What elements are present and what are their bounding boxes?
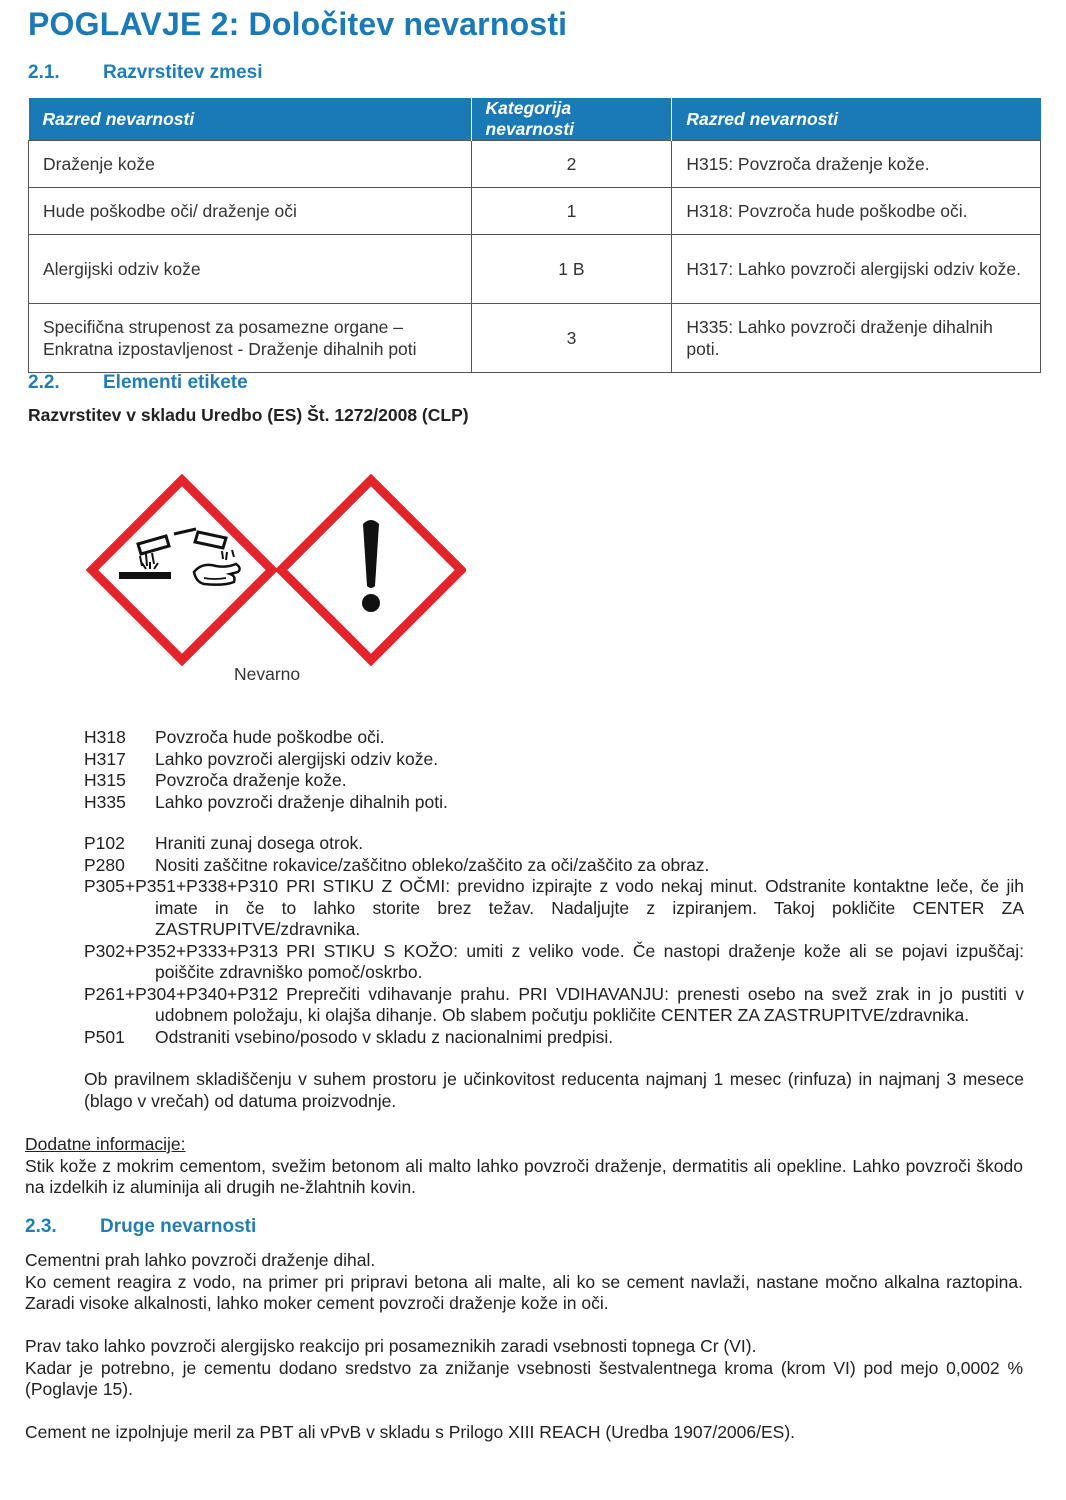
- statement-text: Povzroča draženje kože.: [155, 770, 347, 790]
- ghs-pictograms: [86, 474, 466, 666]
- precautionary-statement: [84, 941, 1024, 984]
- table-row: [29, 235, 1041, 304]
- statement-code: P302+P352+P333+P313: [84, 940, 279, 961]
- table-cell: Hude poškodbe oči/ draženje oči: [29, 188, 472, 235]
- statement-text: PRI STIKU S KOŽO: umiti z veliko vode. Če nastopi draženje kože ali se pojavi izpuščaj: poiščite zdravniško pomoč/oskrbo.: [155, 940, 1024, 982]
- signal-word: Nevarno: [234, 664, 301, 684]
- paragraph: Ko cement reagira z vodo, na primer pri pripravi betona ali malte, ali ko se cement navlaži, nastane močno alkalna raztopina. Zaradi visoke alkalnosti, lahko moker cement povzroči draženje kože in oči.: [25, 1271, 1023, 1313]
- section-2-3-heading: [25, 1216, 257, 1238]
- table-cell: H335: Lahko povzroči draženje dihalnih poti.: [672, 304, 1041, 373]
- statement-text: Nositi zaščitne rokavice/zaščitno obleko/zaščito za oči/zaščito za obraz.: [155, 854, 710, 875]
- chapter-title: POGLAVJE 2: Določitev nevarnosti: [28, 6, 568, 42]
- table-row: [29, 141, 1041, 188]
- statement-text: Povzroča hude poškodbe oči.: [155, 727, 385, 747]
- hazard-classification-table: [28, 98, 1041, 373]
- statement-code: H315: [84, 770, 126, 790]
- storage-note: Ob pravilnem skladiščenju v suhem prostoru je učinkovitost reducenta najmanj 1 mesec (rinfuza) in najmanj 3 mesece (blago v vrečah) od datuma proizvodnje.: [84, 1069, 1024, 1111]
- table-cell: Alergijski odziv kože: [29, 235, 472, 304]
- hazard-statement: [84, 792, 448, 814]
- precautionary-statement: [84, 855, 1024, 877]
- statement-code: H318: [84, 727, 126, 747]
- section-title: Druge nevarnosti: [100, 1216, 257, 1237]
- table-cell: Draženje kože: [29, 141, 472, 188]
- table-cell: H315: Povzroča draženje kože.: [672, 141, 1041, 188]
- statement-code: P280: [84, 854, 125, 875]
- statement-text: Lahko povzroči draženje dihalnih poti.: [155, 791, 448, 812]
- table-cell: H317: Lahko povzroči alergijski odziv kože.: [672, 235, 1041, 304]
- table-cell: 3: [471, 304, 672, 373]
- statement-text: PRI STIKU Z OČMI: previdno izpirajte z vodo nekaj minut. Odstranite kontaktne leče, če jih imate in če to lahko storite brez težav. Nadaljujte z izpiranjem. Takoj pokličite CENTER ZA ZASTRUPITVE/zdravnika.: [155, 876, 1024, 939]
- precautionary-statement: [84, 833, 1024, 855]
- precautionary-statement: [84, 1027, 1024, 1049]
- statement-text: Odstraniti vsebino/posodo v skladu z nacionalnimi predpisi.: [155, 1026, 614, 1047]
- table-cell: Specifična strupenost za posamezne organe – Enkratna izpostavljenost - Draženje dihalnih poti: [29, 304, 472, 373]
- paragraph: Cement ne izpolnjuje meril za PBT ali vPvB v skladu s Prilogo XIII REACH (Uredba 1907/2006/ES).: [25, 1422, 796, 1442]
- hazard-statement: [84, 727, 448, 749]
- table-header-row: [29, 98, 1041, 141]
- statement-code: H335: [84, 791, 126, 812]
- exclamation-pictogram-icon: [281, 480, 461, 660]
- section-2-2-heading: [28, 372, 248, 394]
- paragraph: Kadar je potrebno, je cementu dodano sredstvo za znižanje vsebnosti šestvalentnega kroma (krom VI) pod mejo 0,0002 % (Poglavje 15).: [25, 1357, 1023, 1399]
- table-row: [29, 304, 1041, 373]
- statement-code: P305+P351+P338+P310: [84, 876, 279, 896]
- statement-code: P501: [84, 1026, 125, 1047]
- other-hazards: [25, 1250, 1023, 1444]
- paragraph: Prav tako lahko povzroči alergijsko reakcijo pri posameznikih zaradi vsebnosti topnega Cr (VI).: [25, 1336, 757, 1356]
- section-number: 2.2.: [28, 372, 60, 393]
- statement-text: Lahko povzroči alergijski odziv kože.: [155, 748, 439, 769]
- section-number: 2.3.: [25, 1216, 57, 1237]
- section-title: Razvrstitev zmesi: [103, 62, 263, 83]
- paragraph: Cementni prah lahko povzroči draženje dihal.: [25, 1250, 376, 1270]
- statement-code: P102: [84, 833, 125, 853]
- section-title: Elementi etikete: [103, 372, 248, 393]
- precautionary-statements: [84, 833, 1024, 1048]
- table-cell: 2: [471, 141, 672, 188]
- table-cell: H318: Povzroča hude poškodbe oči.: [672, 188, 1041, 235]
- statement-code: H317: [84, 748, 126, 769]
- section-number: 2.1.: [28, 62, 60, 83]
- section-2-1-heading: [28, 62, 263, 84]
- additional-info-text: Stik kože z mokrim cementom, svežim betonom ali malto lahko povzroči draženje, dermatitis ali opekline. Lahko povzroči škodo na izdelkih iz aluminija ali drugih ne-žlahtnih kovin.: [25, 1155, 1023, 1197]
- column-header: Razred nevarnosti: [29, 98, 472, 141]
- statement-code: P261+P304+P340+P312: [84, 983, 279, 1004]
- table-row: [29, 188, 1041, 235]
- hazard-statement: [84, 770, 448, 792]
- classification-note: Razvrstitev v skladu Uredbo (ES) Št. 1272/2008 (CLP): [28, 405, 469, 425]
- additional-information: [25, 1134, 1023, 1199]
- precautionary-statement: [84, 876, 1024, 941]
- corrosion-pictogram-icon: [92, 480, 272, 660]
- statement-text: Preprečiti vdihavanje prahu. PRI VDIHAVANJU: prenesti osebo na svež zrak in jo pustiti v udobnem položaju, ki olajša dihanje. Ob slabem počutju pokličite CENTER ZA ZASTRUPITVE/zdravnika.: [155, 983, 1024, 1025]
- column-header: Kategorija nevarnosti: [471, 98, 672, 141]
- precautionary-statement: [84, 984, 1024, 1027]
- column-header: Razred nevarnosti: [672, 98, 1041, 141]
- hazard-statement: [84, 749, 448, 771]
- additional-info-heading: Dodatne informacije:: [25, 1134, 186, 1154]
- statement-text: Hraniti zunaj dosega otrok.: [155, 833, 364, 853]
- table-cell: 1 B: [471, 235, 672, 304]
- table-cell: 1: [471, 188, 672, 235]
- hazard-statements: [84, 727, 448, 813]
